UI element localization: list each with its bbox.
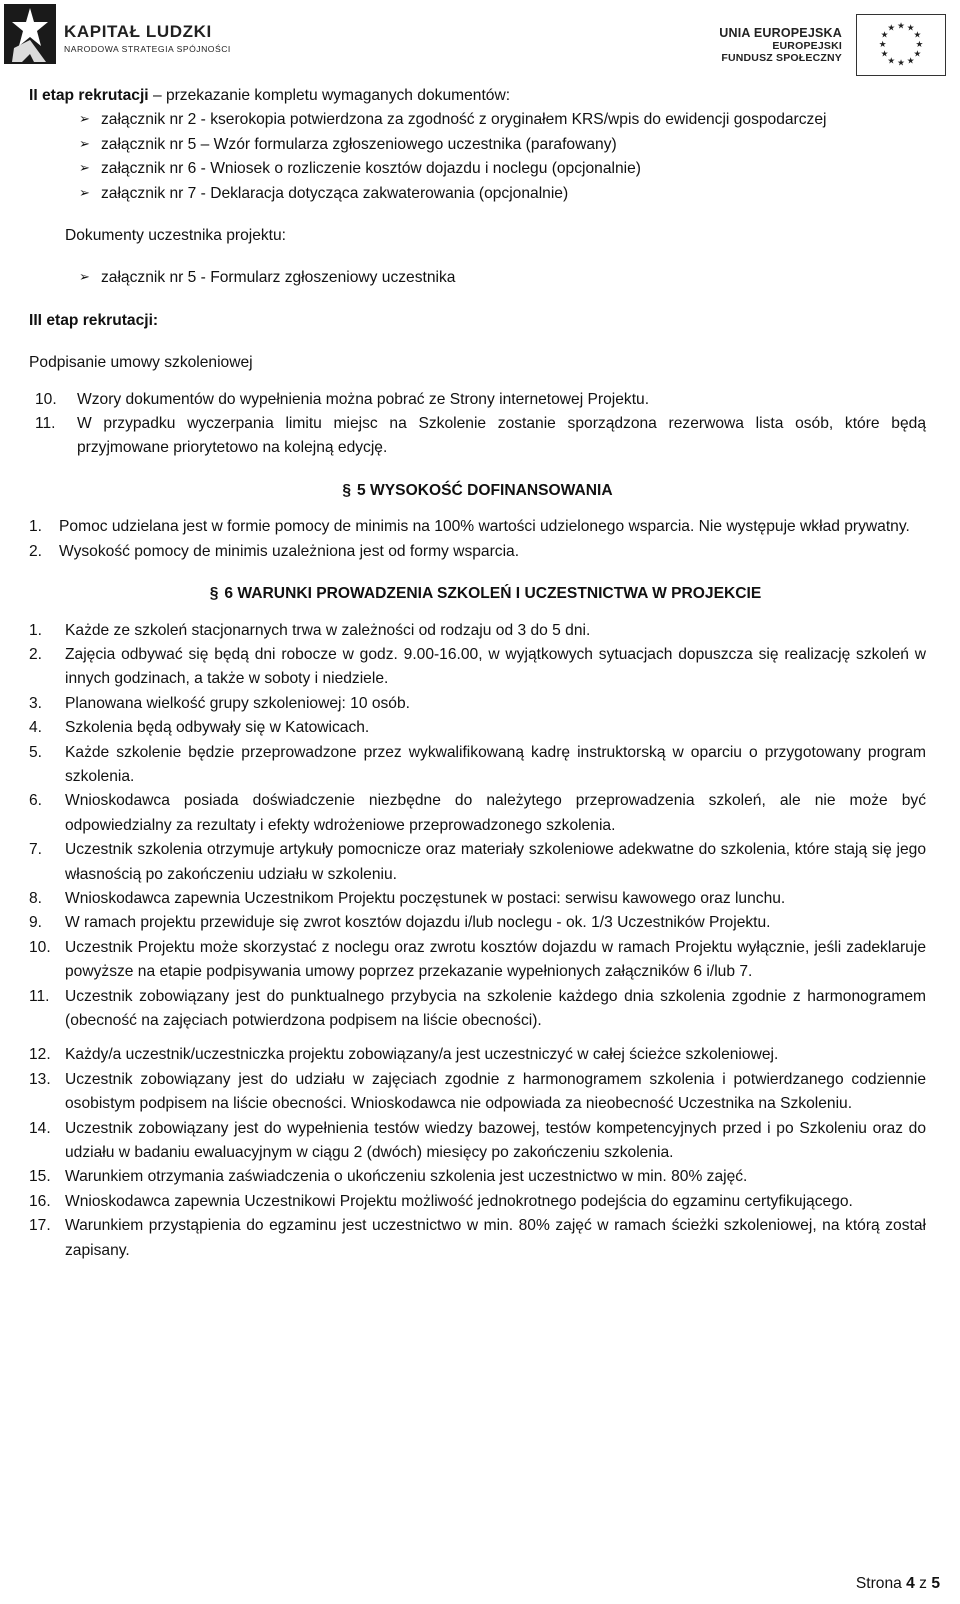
list-item: 9. W ramach projektu przewiduje się zwrot kosztów dojazdu i/lub noclegu - ok. 1/3 Uczestników Projektu. bbox=[29, 914, 771, 932]
svg-text:★: ★ bbox=[915, 39, 924, 50]
section-6-heading: § 6 WARUNKI PROWADZENIA SZKOLEŃ I UCZESTNICTWA W PROJEKCIE bbox=[209, 585, 762, 603]
arrow-bullet-icon: ➢ bbox=[79, 136, 90, 152]
svg-text:★: ★ bbox=[897, 58, 905, 69]
list-item: 4. Szkolenia będą odbywały się w Katowicach. bbox=[29, 719, 370, 737]
participant-docs-heading: Dokumenty uczestnika projektu: bbox=[65, 227, 287, 245]
stage-3-heading: III etap rekrutacji: bbox=[29, 311, 159, 329]
svg-text:★: ★ bbox=[887, 56, 896, 67]
list-item: 11. Uczestnik zobowiązany jest do punktualnego przybycia na szkolenie każdego dnia szkolenia zgodnie z harmonogramem (obecność na zajęciach potwierdzona podpisem na liście obecności). bbox=[29, 987, 926, 1029]
arrow-bullet-icon: ➢ bbox=[79, 185, 90, 201]
list-item: 3. Planowana wielkość grupy szkoleniowej: 10 osób. bbox=[29, 694, 410, 712]
eu-text-block bbox=[719, 26, 842, 64]
document-body bbox=[29, 84, 926, 1263]
list-item: ➢ załącznik nr 5 – Wzór formularza zgłoszeniowego uczestnika (parafowany) bbox=[79, 133, 926, 157]
section-6-list bbox=[29, 619, 926, 1264]
list-item: 2. Wysokość pomocy de minimis uzależniona jest od formy wsparcia. bbox=[29, 542, 520, 560]
section-5-list bbox=[29, 515, 926, 564]
eu-logo bbox=[706, 14, 946, 78]
list-item: 7. Uczestnik szkolenia otrzymuje artykuły pomocnicze oraz materiały szkoleniowe adekwatne do szkolenia, które stają się jego własnością po zakończeniu udziału w szkoleniu. bbox=[29, 841, 926, 883]
kapital-ludzki-subtitle: NARODOWA STRATEGIA SPÓJNOŚCI bbox=[64, 44, 231, 54]
svg-text:★: ★ bbox=[913, 49, 922, 60]
kapital-ludzki-emblem-icon bbox=[4, 4, 60, 66]
arrow-bullet-icon: ➢ bbox=[79, 161, 90, 177]
arrow-bullet-icon: ➢ bbox=[79, 112, 90, 128]
svg-text:★: ★ bbox=[913, 30, 922, 41]
list-item: ➢ załącznik nr 2 - kserokopia potwierdzona za zgodność z oryginałem KRS/wpis do ewidencji gospodarczej bbox=[79, 108, 926, 132]
list-item: 13. Uczestnik zobowiązany jest do udziału w zajęciach zgodnie z harmonogramem szkolenia i potwierdzanego codziennie osobistym podpisem na liście obecności. Wnioskodawca nie odpowiada za nieobecność Uczestnika na Szkoleniu. bbox=[29, 1070, 926, 1113]
items-10-11-list bbox=[29, 388, 926, 461]
list-item: 6. Wnioskodawca posiada doświadczenie niezbędne do należytego przeprowadzenia szkoleń, ale nie może być odpowiedzialny za rezultaty i efekty wdrożeniowe przeprowadzonego szkolenia. bbox=[29, 792, 926, 834]
list-item: ➢ załącznik nr 5 - Formularz zgłoszeniowy uczestnika bbox=[79, 266, 926, 290]
list-item: ➢ załącznik nr 7 - Deklaracja dotycząca zakwaterowania (opcjonalnie) bbox=[79, 182, 926, 206]
list-item: 12. Każdy/a uczestnik/uczestniczka projektu zobowiązany/a jest uczestniczyć w całej ścieżce szkoleniowej. bbox=[29, 1046, 779, 1064]
svg-text:★: ★ bbox=[906, 23, 915, 34]
list-item: ➢ załącznik nr 6 - Wniosek o rozliczenie kosztów dojazdu i noclegu (opcjonalnie) bbox=[79, 157, 926, 181]
list-item: 10. Wzory dokumentów do wypełnienia można pobrać ze Strony internetowej Projektu. bbox=[35, 390, 650, 408]
participant-docs-list bbox=[29, 266, 926, 290]
list-item: 2. Zajęcia odbywać się będą dni robocze w godz. 9.00-16.00, w wyjątkowych sytuacjach dopuszcza się realizację szkoleń w innych godzinach, a także w soboty i niedziele. bbox=[29, 645, 926, 688]
list-item: 11. W przypadku wyczerpania limitu miejsc na Szkolenie zostanie sporządzona rezerwowa lista osób, które będą przyjmowane priorytetowo na kolejną edycję. bbox=[35, 415, 926, 457]
stage-2-rest: – przekazanie kompletu wymaganych dokumentów: bbox=[148, 87, 511, 104]
list-item: 1. Pomoc udzielana jest w formie pomocy de minimis na 100% wartości udzielonego wsparcia. Nie występuje wkład prywatny. bbox=[29, 518, 910, 536]
kapital-ludzki-logo bbox=[4, 4, 244, 66]
svg-text:★: ★ bbox=[880, 49, 889, 60]
paragraph-symbol: § bbox=[342, 481, 352, 499]
list-item: 8. Wnioskodawca zapewnia Uczestnikom Projektu poczęstunek w postaci: serwisu kawowego oraz lunchu. bbox=[29, 889, 786, 907]
list-item: 15. Warunkiem otrzymania zaświadczenia o ukończeniu szkolenia jest uczestnictwo w min. 80% zajęć. bbox=[29, 1168, 748, 1186]
eu-flag-icon bbox=[856, 14, 946, 76]
eu-line-1: UNIA EUROPEJSKA bbox=[719, 26, 842, 40]
kapital-ludzki-title: KAPITAŁ LUDZKI bbox=[64, 22, 212, 41]
list-item: 14. Uczestnik zobowiązany jest do wypełnienia testów wiedzy bazowej, testów kompetencyjnych przed i po Szkoleniu oraz do udziału w badaniu ewaluacyjnym w ciągu 2 (dwóch) miesięcy po zakończeniu szkolenia. bbox=[29, 1119, 926, 1162]
svg-text:★: ★ bbox=[887, 23, 896, 34]
eu-line-3: FUNDUSZ SPOŁECZNY bbox=[721, 52, 842, 64]
list-item: 10. Uczestnik Projektu może skorzystać z noclegu oraz zwrotu kosztów dojazdu w ramach Projektu wyłącznie, jeśli zadeklaruje powyższe na etapie podpisywania umowy poprzez przekazanie wypełnionych załączników 6 i/lub 7. bbox=[29, 938, 926, 981]
stage-2-heading bbox=[29, 84, 926, 108]
stage-2-bold: II etap rekrutacji bbox=[29, 87, 149, 104]
list-item: 5. Każde szkolenie będzie przeprowadzone przez wykwalifikowaną kadrę instruktorską w oparciu o przygotowany program szkolenia. bbox=[29, 743, 926, 785]
svg-text:★: ★ bbox=[880, 30, 889, 41]
section-5-heading: § 5 WYSOKOŚĆ DOFINANSOWANIA bbox=[342, 481, 613, 499]
page-number: Strona 4 z 5 bbox=[855, 1575, 940, 1592]
list-item: 17. Warunkiem przystąpienia do egzaminu jest uczestnictwo w min. 80% zajęć w ramach ścieżki szkoleniowej, na którą został zapisany. bbox=[29, 1217, 926, 1259]
svg-text:★: ★ bbox=[906, 56, 915, 67]
list-item: 1. Każde ze szkoleń stacjonarnych trwa w zależności od rodzaju od 3 do 5 dni. bbox=[29, 621, 591, 639]
list-item: 16. Wnioskodawca zapewnia Uczestnikowi Projektu możliwość jednokrotnego podejścia do egzaminu certyfikującego. bbox=[29, 1192, 853, 1210]
svg-text:★: ★ bbox=[897, 21, 905, 32]
eu-line-2: EUROPEJSKI bbox=[772, 40, 842, 52]
arrow-bullet-icon: ➢ bbox=[79, 270, 90, 286]
paragraph-symbol: § bbox=[209, 585, 219, 603]
stage-2-list bbox=[29, 108, 926, 206]
svg-text:★: ★ bbox=[878, 39, 887, 50]
stage-3-text: Podpisanie umowy szkoleniowej bbox=[29, 354, 253, 372]
